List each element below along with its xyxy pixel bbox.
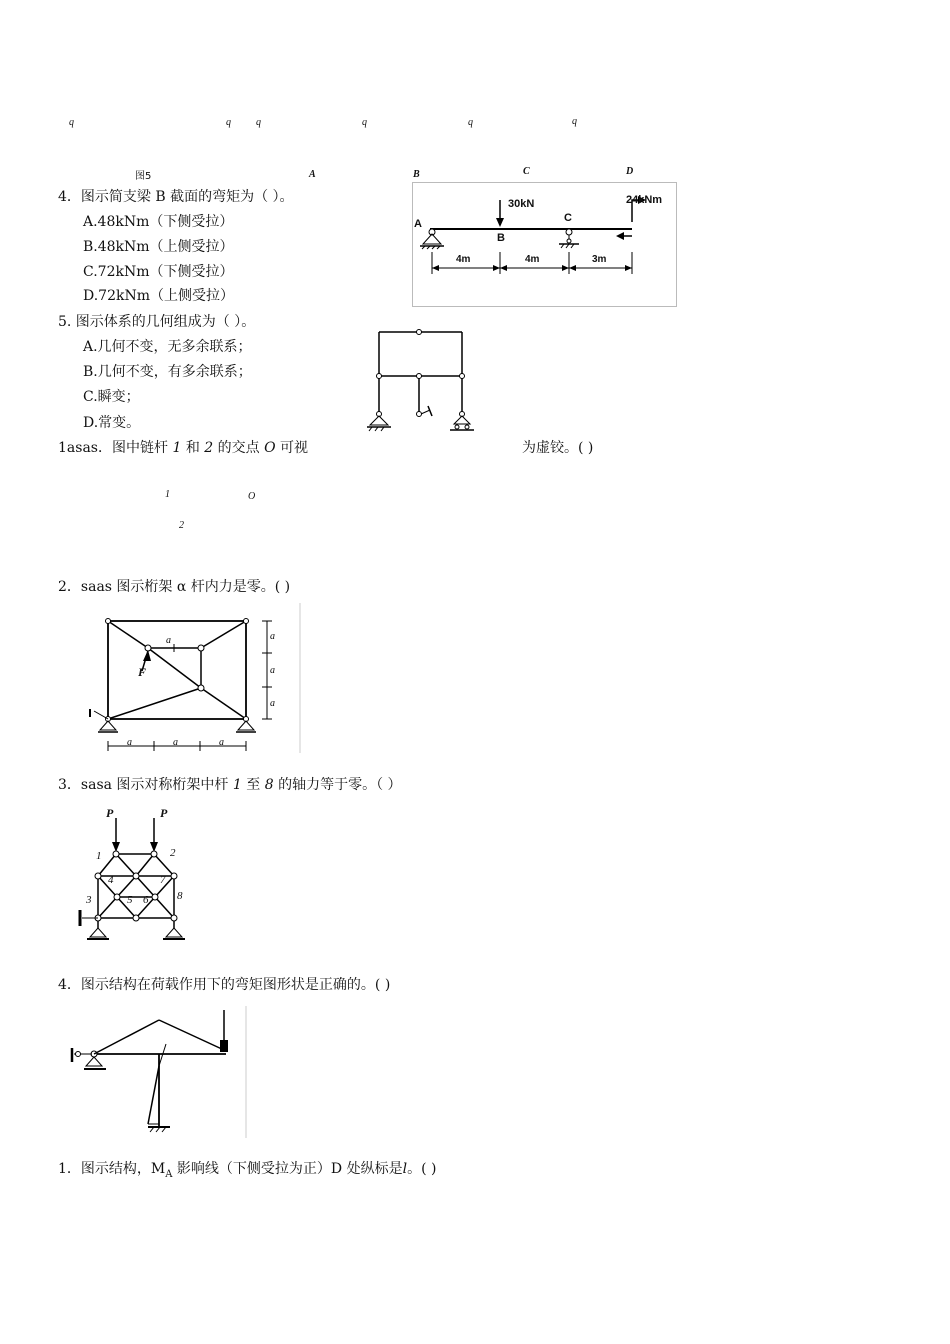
- j3-truss-figure: [74, 806, 194, 946]
- q4-stem: 4．图示简支梁 B 截面的弯矩为（ ）。: [58, 189, 294, 205]
- j3-label-p-left: P: [106, 806, 114, 820]
- j3-label-p-right: P: [160, 806, 168, 820]
- q5-frame-figure: [362, 322, 482, 434]
- j1-stem: 1asas．图中链杆 1 和 2 的交点 O 可视: [58, 440, 309, 456]
- stray-q-label: q: [226, 117, 231, 128]
- stray-q-label: q: [362, 117, 367, 128]
- j3-label-6: 6: [143, 894, 149, 906]
- j4-frame-figure: [66, 1006, 250, 1138]
- q4-option-c: C.72kNm（下侧受拉）: [83, 264, 234, 280]
- j1-fig-label-o: O: [248, 491, 256, 502]
- j4-stem: 4．图示结构在荷载作用下的弯矩图形状是正确的。( ): [58, 977, 391, 993]
- dim-label-1: 4m: [456, 254, 471, 265]
- q4-option-d: D.72kNm（上侧受拉）: [83, 288, 234, 304]
- stray-q-label: q: [69, 117, 74, 128]
- stray-label-d: D: [626, 166, 634, 177]
- point-label-b: B: [497, 232, 505, 244]
- dim-label-3: 3m: [592, 254, 607, 265]
- point-label-c: C: [564, 212, 572, 224]
- q4-beam-figure: [412, 182, 678, 308]
- stray-q-label: q: [468, 117, 473, 128]
- q5-option-c: C.瞬变；: [83, 389, 140, 405]
- j3-stem: 3．sasa 图示对称桁架中杆 1 至 8 的轴力等于零。（ ）: [58, 777, 402, 793]
- q5-stem: 5. 图示体系的几何组成为（ ）。: [58, 314, 256, 330]
- j2-label-a-r3: a: [270, 698, 275, 709]
- j3-label-1: 1: [96, 850, 102, 862]
- j3-label-7: 7: [160, 874, 166, 886]
- j3-label-3: 3: [86, 894, 92, 906]
- j3-label-4: 4: [108, 874, 114, 886]
- j1-stem-right: 为虚铰。( ): [522, 440, 594, 456]
- j1-fig-label-1: 1: [165, 489, 170, 500]
- j2-label-a-r2: a: [270, 665, 275, 676]
- stray-q-label: q: [572, 116, 577, 127]
- j2-label-a-b2: a: [173, 737, 178, 748]
- j2-label-a-r1: a: [270, 631, 275, 642]
- q4-option-a: A.48kNm（下侧受拉）: [83, 214, 234, 230]
- stray-label-b: B: [413, 169, 420, 180]
- q5-option-b: B.几何不变，有多余联系；: [83, 364, 252, 380]
- stray-label-a: A: [309, 169, 316, 180]
- stray-q-label: q: [256, 117, 261, 128]
- j5-stem: 1．图示结构，$M_A$ 影响线（下侧受拉为正）D 处纵标是l。( ): [58, 1161, 437, 1180]
- j3-label-2: 2: [170, 847, 176, 859]
- q5-option-d: D.常变。: [83, 415, 141, 431]
- j2-label-f: F: [138, 665, 147, 679]
- force-label: 30kN: [508, 198, 535, 210]
- fig5-caption: 图5: [135, 171, 152, 182]
- moment-label: 24kNm: [626, 194, 663, 206]
- point-label-a: A: [414, 218, 422, 230]
- dim-label-2: 4m: [525, 254, 540, 265]
- j3-label-5: 5: [127, 894, 133, 906]
- q4-option-b: B.48kNm（上侧受拉）: [83, 239, 234, 255]
- j2-label-a-b1: a: [127, 737, 132, 748]
- j2-truss-figure: [84, 603, 304, 753]
- j2-stem: 2．saas 图示桁架 α 杆内力是零。( ): [58, 579, 291, 595]
- j1-fig-label-2: 2: [179, 520, 184, 531]
- j2-label-a-top: a: [166, 635, 171, 646]
- stray-label-c: C: [523, 166, 530, 177]
- j3-label-8: 8: [177, 890, 183, 902]
- q5-option-a: A.几何不变，无多余联系；: [83, 339, 252, 355]
- j2-label-a-b3: a: [219, 737, 224, 748]
